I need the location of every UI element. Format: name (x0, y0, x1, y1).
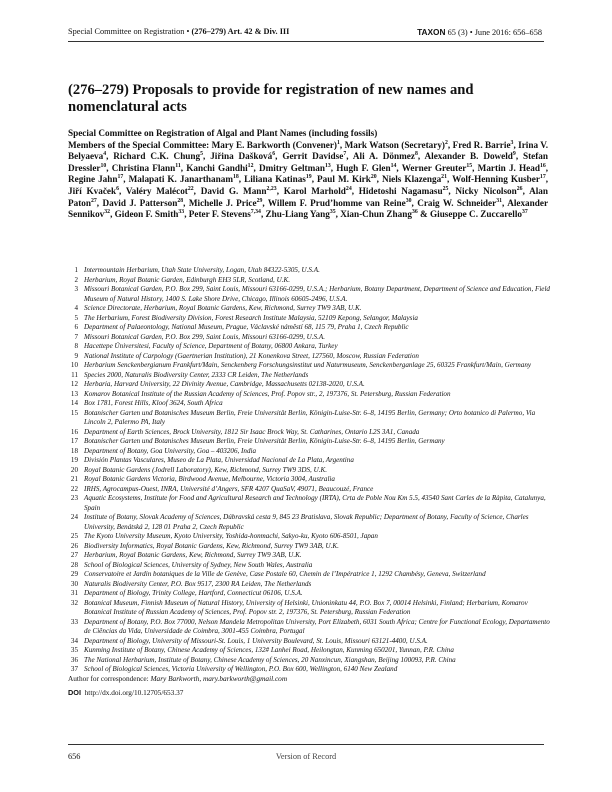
affiliation-text: Botanical Museum, Finnish Museum of Natural History, University of Helsinki, Unioninkatu 44, P.O. Box 7, 00014 Helsinki, Finland; Herbarium, Komarov Botanical Institute of Russian Academy of Sciences, Prof. Popov str. 2, 197376, St. Petersburg, Russian Federation (84, 598, 528, 616)
affiliation-number: 2 (74, 275, 78, 284)
affiliation-number: 26 (70, 541, 78, 550)
member: Martin J. Head$^{16}$, (477, 162, 549, 173)
member-name: Wolf-Henning Kusber (452, 174, 540, 185)
member-affiliation-ref: 7 (343, 151, 347, 158)
member: Gerrit Davidse$^7$, (282, 151, 353, 162)
affiliation-item (68, 475, 550, 485)
affiliation-item (68, 551, 550, 561)
member-name: Christina Flann (111, 162, 176, 173)
affiliation-item (68, 276, 550, 286)
member-name: Mary E. Barkworth (Convener) (211, 139, 337, 150)
member: Richard C.K. Chung$^5$, (113, 151, 211, 162)
member-affiliation-ref: 6 (272, 151, 276, 158)
running-header-right (417, 27, 542, 37)
affiliation-number: 1 (74, 266, 78, 274)
affiliation-text: Royal Botanic Gardens (Jodrell Laboratory), Kew, Richmond, Surrey TW9 3DS, U.K. (84, 465, 327, 474)
affiliation-text: Institute of Botany, Slovak Academy of Sciences, Dúbravská cesta 9, 845 23 Bratislava, Slovak Republic; Department of Botany, Faculty of Science, Charles University, Benátská 2, 128 01 Praha 2, Czech Republic (84, 513, 529, 531)
member: Alexander Sennikov$^{32}$, (68, 197, 549, 220)
affiliation-number: 37 (70, 665, 78, 673)
affiliation-item (68, 447, 550, 457)
affiliation-text: Department of Biology, Trinity College, Hartford, Connecticut 06106, U.S.A. (84, 589, 303, 597)
member-affiliation-ref: 17 (117, 174, 124, 181)
member-affiliation-ref: 32 (104, 209, 111, 216)
member-name: Alexander B. Doweld (424, 151, 513, 162)
affiliation-number: 15 (70, 408, 78, 417)
member-affiliation-ref: 36 (411, 209, 418, 216)
member: Karol Marhold$^{24}$, (283, 185, 359, 196)
member: Wolf-Henning Kusber$^{17}$, (452, 174, 549, 185)
affiliation-text: The National Herbarium, Institute of Botany, Chinese Academy of Sciences, 20 Nanxincun, Xiangshan, Beijing 100093, P.R. China (84, 655, 456, 664)
member: Valéry Malécot$^{22}$, (125, 185, 201, 196)
member-affiliation-ref: 3 (510, 139, 514, 146)
member-affiliation-ref: 26 (516, 185, 523, 192)
affiliation-number: 19 (70, 456, 78, 464)
member: Michelle J. Price$^{29}$, (188, 197, 268, 208)
member-affiliation-ref: 7,34 (250, 209, 261, 216)
affiliation-item (68, 380, 550, 390)
member: Peter F. Stevens$^{7,34}$, (188, 209, 266, 220)
member-name: Giuseppe C. Zuccarello (430, 209, 522, 220)
affiliation-number: 31 (70, 589, 78, 597)
affiliation-number: 14 (70, 399, 78, 407)
member-name: Irina V. Belyaeva (68, 139, 549, 162)
member: Jiří Kvaček$^6$, (68, 185, 126, 196)
page-number: 656 (68, 752, 81, 761)
affiliation-item (68, 323, 550, 333)
member: Ali A. Dönmez$^8$, (352, 151, 425, 162)
affiliation-text: Aquatic Ecosystems, Institute for Food and Agricultural Research and Technology (IRTA), Crta de Poble Nou Km 5.5, 43540 Sant Carles de la Ràpita, Catalunya, Spain (84, 494, 546, 512)
member-name: Mark Watson (Secretary) (344, 139, 445, 150)
member: Hugh F. Glen$^{14}$, (336, 162, 402, 173)
member-affiliation-ref: 16 (539, 162, 546, 169)
member-name: Dmitry Geltman (258, 162, 325, 173)
affiliation-text: Naturalis Biodiversity Center, P.O. Box 9517, 2300 RA Leiden, The Netherlands (84, 579, 312, 588)
affiliation-number: 34 (70, 636, 78, 645)
affiliation-number: 7 (74, 332, 78, 341)
affiliation-number: 11 (71, 370, 78, 379)
member: Werner Greuter$^{15}$, (401, 162, 478, 173)
affiliation-number: 35 (70, 646, 78, 654)
affiliation-number: 30 (70, 579, 78, 588)
member: Gideon F. Smith$^{33}$, (114, 209, 189, 220)
affiliation-item (68, 494, 550, 513)
member-affiliation-ref: 25 (442, 185, 449, 192)
affiliation-number: 20 (70, 465, 78, 474)
affiliation-item (68, 361, 550, 371)
member-name: Alan Paton (68, 185, 548, 208)
members-label: Members of the Special Committee: (68, 139, 210, 150)
member-name: Peter F. Stevens (188, 209, 251, 220)
member-name: Gideon F. Smith (114, 209, 179, 220)
affiliation-item (68, 561, 550, 571)
member: Kanchi Gandhi$^{12}$, (186, 162, 259, 173)
affiliation-item (68, 371, 550, 381)
affiliation-text: Royal Botanic Gardens Victoria, Birdwood Avenue, Melbourne, Victoria 3004, Australia (84, 475, 335, 483)
member-affiliation-ref: 12 (247, 162, 254, 169)
author-block (68, 128, 548, 221)
affiliation-number: 5 (74, 313, 78, 322)
member: Paul M. Kirk$^{20}$, (317, 174, 382, 185)
affiliation-number: 24 (70, 513, 78, 521)
affiliation-text: National Institute of Carpology (Gaertnerian Institution), 21 Konenkova Street, 127560, Moscow, Russian Federation (84, 351, 419, 360)
member: Fred R. Barrie$^3$, (452, 139, 519, 150)
member-affiliation-ref: 35 (329, 209, 336, 216)
affiliation-item (68, 399, 550, 409)
member-name: Gerrit Davidse (282, 151, 344, 162)
affiliation-number: 12 (70, 380, 78, 388)
member: Dmitry Geltman$^{13}$, (258, 162, 337, 173)
member: Alexander B. Doweld$^9$, (424, 151, 523, 162)
correspondence-contact[interactable]: Mary Barkworth, mary.barkworth@gmail.com (150, 674, 288, 683)
member-affiliation-ref: 15 (466, 162, 473, 169)
affiliation-number: 23 (70, 494, 78, 502)
affiliation-text: Herbarium Senckenbergianum Frankfurt/Main, Senckenberg Forschungsinstitut und Naturmuseum, Senckenberganlage 25, 60325 Frankfurt/Main, Germany (84, 361, 532, 369)
doi-label: DOI (68, 688, 81, 697)
member-affiliation-ref: 29 (256, 197, 263, 204)
affiliation-number: 21 (70, 475, 78, 483)
member-name: Stefan Dressler (68, 151, 549, 173)
running-header (68, 27, 542, 39)
member: Jiřina Dašková$^6$, (210, 151, 283, 162)
member: Nicky Nicolson$^{26}$, (455, 185, 530, 196)
member-affiliation-ref: 18 (232, 174, 239, 181)
affiliation-item (68, 646, 550, 656)
member-affiliation-ref: 20 (370, 174, 377, 181)
affiliation-number: 4 (74, 304, 78, 312)
affiliation-text: The Herbarium, Forest Biodiversity Division, Forest Research Institute Malaysia, 52109 Kepong, Selangor, Malaysia (84, 313, 418, 322)
affiliation-text: Conservatoire et Jardin botaniques de la Ville de Genève, Case Postale 60, Chemin de l’Impératrice 1, 1292 Chambésy, Geneva, Switzerland (84, 570, 486, 578)
affiliation-text: Biodiversity Informatics, Royal Botanic Gardens, Kew, Richmond, Surrey TW9 3AB, U.K. (84, 541, 339, 550)
member-name: Hidetoshi Nagamasu (358, 185, 443, 196)
affiliation-item (68, 437, 550, 447)
affiliation-text: Herbarium, Royal Botanic Garden, Edinburgh EH3 5LR, Scotland, U.K. (84, 275, 290, 284)
affiliation-text: Department of Palaeontology, National Museum, Prague, Václavské náměstí 68, 115 79, Praha 1, Czech Republic (84, 323, 409, 331)
footer-rule (68, 744, 544, 745)
affiliation-number: 22 (70, 484, 78, 493)
correspondence-label: Author for correspondence: (68, 674, 149, 683)
member-affiliation-ref: 4 (103, 151, 107, 158)
member-name: Craig W. Schneider (417, 197, 497, 208)
members (68, 140, 548, 220)
affiliation-text: Botanischer Garten und Botanisches Museum Berlin, Freie Universität Berlin, Königin-Luise-Str. 6–8, 14195 Berlin, Germany; Orto botanico di Palermo, Via Lincoln 2, Palermo PA, Italy (84, 408, 536, 426)
member-name: Paul M. Kirk (317, 174, 371, 185)
member: David G. Mann$^{2,23}$, (200, 185, 284, 196)
affiliation-item (68, 428, 550, 438)
affiliation-text: Hacettepe Üniversitesi, Faculty of Science, Department of Botany, 06800 Ankara, Turkey (84, 342, 338, 350)
affiliation-number: 6 (74, 323, 78, 331)
member: Liliana Katinas$^{19}$, (244, 174, 318, 185)
affiliation-number: 9 (74, 351, 78, 360)
affiliation-number: 3 (74, 285, 78, 293)
affiliation-item (68, 390, 550, 400)
member: Mark Watson (Secretary)$^2$, (344, 139, 453, 150)
affiliation-item (68, 580, 550, 590)
member: Stefan Dressler$^{10}$, (68, 151, 549, 173)
affiliation-number: 28 (70, 560, 78, 569)
affiliation-number: 8 (74, 342, 78, 350)
member-affiliation-ref: 27 (90, 197, 97, 204)
affiliation-text: Department of Botany, P.O. Box 77000, Nelson Mandela Metropolitan University, Port Elizabeth, 6031 South Africa; Centre for Functional Ecology, Departamento de Ciências da Vida, Universidade de Coimbra, 3001-455 Coimbra, Portugal (84, 617, 550, 635)
affiliation-text: The Kyoto University Museum, Kyoto University, Yoshida-honmachi, Sakyo-ku, Kyoto 606-8501, Japan (84, 532, 378, 540)
member: Alan Paton$^{27}$, (68, 185, 548, 208)
doi-line (68, 688, 183, 697)
issue-info: 65 (3) • June 2016: 656–658 (447, 28, 542, 37)
member-name: Niels Klazenga (381, 174, 442, 185)
affiliation-number: 36 (70, 655, 78, 664)
member-name: Xian-Chun Zhang (340, 209, 412, 220)
member-affiliation-ref: 31 (496, 197, 502, 204)
affiliation-item (68, 656, 550, 666)
article-title: (276–279) Proposals to provide for registration of new names and nomenclatural acts (68, 82, 474, 115)
affiliation-number: 33 (70, 617, 78, 626)
member-affiliation-ref: 8 (414, 151, 418, 158)
member-affiliation-ref: 2,23 (266, 185, 277, 192)
affiliation-text: School of Biological Sciences, Victoria University of Wellington, P.O. Box 600, Wellington, 6140 New Zealand (84, 665, 398, 673)
affiliation-item (68, 352, 550, 362)
affiliation-number: 27 (70, 551, 78, 559)
affiliation-text: Herbarium, Royal Botanic Gardens, Kew, Richmond, Surrey TW9 3AB, U.K. (84, 551, 302, 559)
member-name: Valéry Malécot (125, 185, 188, 196)
affiliation-text: Missouri Botanical Garden, P.O. Box 299, Saint Louis, Missouri 63166-0299, U.S.A. (84, 332, 325, 341)
member-affiliation-ref: 30 (405, 197, 412, 204)
member: Hidetoshi Nagamasu$^{25}$, (358, 185, 456, 196)
affiliation-text: School of Biological Sciences, University of Sydney, New South Wales, Australia (84, 560, 313, 569)
affiliation-text: Intermountain Herbarium, Utah State University, Logan, Utah 84322-5305, U.S.A. (84, 266, 320, 274)
affiliation-text: Herbaria, Harvard University, 22 Divinity Avenue, Cambridge, Massachusetts 02138-2020, U.S.A. (84, 380, 365, 388)
affiliation-text: Department of Biology, University of Missouri-St. Louis, 1 University Boulevard, St. Louis, Missouri 63121-4400, U.S.A. (84, 636, 428, 645)
member: Xian-Chun Zhang$^{36}$ & (340, 209, 430, 220)
member-affiliation-ref: 14 (390, 162, 397, 169)
member-name: Willem F. Prud’homme van Reine (267, 197, 406, 208)
affiliation-text: Science Directorate, Herbarium, Royal Botanic Gardens, Kew, Richmond, Surrey TW9 3AB, U.K. (84, 304, 362, 312)
member (430, 209, 528, 219)
member-name: Regine Jahn (68, 174, 118, 185)
member: Mary E. Barkworth (Convener)$^1$, (211, 139, 345, 150)
affiliation-text: Department of Earth Sciences, Brock University, 1812 Sir Isaac Brock Way, St. Catharines, Ontario L2S 3A1, Canada (84, 427, 420, 436)
affiliation-item (68, 532, 550, 542)
member: Irina V. Belyaeva$^4$, (68, 139, 549, 162)
member-name: Nicky Nicolson (455, 185, 517, 196)
member-affiliation-ref: 19 (305, 174, 312, 181)
affiliation-text: IRHS, Agrocampus-Ouest, INRA, Université d’Angers, SFR 4207 QuaSaV, 49071, Beaucouzé, France (84, 484, 374, 493)
article-numbers: (276–279) Art. 42 & Div. III (191, 27, 290, 36)
affiliation-number: 13 (70, 389, 78, 398)
journal-name: TAXON (417, 27, 446, 37)
member-affiliation-ref: 2 (444, 139, 448, 146)
member-affiliation-ref: 24 (345, 185, 352, 192)
affiliation-item (68, 285, 550, 304)
member: Willem F. Prud’homme van Reine$^{30}$, (267, 197, 418, 208)
member-name: Michelle J. Price (188, 197, 257, 208)
member-affiliation-ref: 6 (116, 185, 119, 192)
member-affiliation-ref: 11 (175, 162, 181, 169)
member-affiliation-ref: 28 (177, 197, 184, 204)
running-header-left (68, 27, 289, 36)
committee-name: Special Committee on Registration of Algal and Plant Names (including fossils) (68, 128, 378, 138)
affiliation-text: División Plantas Vasculares, Museo de La Plata, Universidad Nacional de La Plata, Argentina (84, 456, 354, 464)
member-name: Kanchi Gandhi (186, 162, 248, 173)
member-affiliation-ref: 21 (441, 174, 447, 181)
affiliation-item (68, 314, 550, 324)
member-affiliation-ref: 17 (539, 174, 546, 181)
member-affiliation-ref: 1 (336, 139, 340, 146)
member-affiliation-ref: 9 (512, 151, 516, 158)
affiliation-text: Box 1781, Forest Hills, Kloof 3624, South Africa (84, 399, 223, 407)
member-name: Zhu-Liang Yang (265, 209, 330, 220)
affiliation-item (68, 266, 550, 276)
member-affiliation-ref: 22 (187, 185, 194, 192)
member: Niels Klazenga$^{21}$, (381, 174, 453, 185)
member: Regine Jahn$^{17}$, (68, 174, 129, 185)
affiliation-item (68, 456, 550, 466)
affiliation-item (68, 542, 550, 552)
member-name: David J. Patterson (102, 197, 178, 208)
affiliation-text: Species 2000, Naturalis Biodiversity Center, 2333 CR Leiden, The Netherlands (84, 370, 309, 379)
affiliation-item (68, 513, 550, 532)
member-name: Jiří Kvaček (68, 185, 117, 196)
member-name: Ali A. Dönmez (352, 151, 415, 162)
member-affiliation-ref: 37 (521, 209, 528, 216)
affiliation-item (68, 618, 550, 637)
member-name: Richard C.K. Chung (113, 151, 201, 162)
page-footer (68, 752, 544, 764)
member-name: Liliana Katinas (244, 174, 306, 185)
affiliation-item (68, 599, 550, 618)
version-label: Version of Record (275, 752, 337, 761)
member-affiliation-ref: 5 (200, 151, 204, 158)
affiliation-text: Missouri Botanical Garden, P.O. Box 299, Saint Louis, Missouri 63166-0299, U.S.A.; Herbarium, Botany Department, Department of Science and Education, Field Museum of Natural History, 1400 S. Lake Shore Drive, Chicago, Illinois 60605-2496, U.S.A. (84, 285, 550, 303)
member: Craig W. Schneider$^{31}$, (417, 197, 508, 208)
affiliation-item (68, 637, 550, 647)
affiliation-number: 29 (70, 570, 78, 578)
affiliation-text: Komarov Botanical Institute of the Russian Academy of Sciences, Prof. Popov str., 2, 197376, St. Petersburg, Russian Federation (84, 389, 451, 398)
member-affiliation-ref: 10 (100, 162, 107, 169)
affiliation-text: Kunming Institute of Botany, Chinese Academy of Sciences, 132# Lanhei Road, Heilongtan, Kunming 650201, Yunnan, P.R. China (84, 646, 454, 654)
member-list (68, 140, 548, 221)
affiliation-item (68, 466, 550, 476)
affiliation-item (68, 304, 550, 314)
member-name: Malapati K. Janarthanam (128, 174, 233, 185)
affiliation-number: 32 (70, 598, 78, 607)
member-affiliation-ref: 13 (324, 162, 331, 169)
member: Malapati K. Janarthanam$^{18}$, (128, 174, 245, 185)
member: Zhu-Liang Yang$^{35}$, (265, 209, 341, 220)
member-name: Jiřina Dašková (210, 151, 273, 162)
member-name: Alexander Sennikov (68, 197, 549, 220)
affiliation-item (68, 333, 550, 343)
doi-link[interactable]: http://dx.doi.org/10.12705/653.37 (84, 688, 184, 697)
affiliation-item (68, 589, 550, 599)
affiliation-number: 17 (70, 437, 78, 445)
member-name: Karol Marhold (283, 185, 346, 196)
affiliation-item (68, 342, 550, 352)
affiliation-number: 25 (70, 532, 78, 540)
affiliation-number: 18 (70, 446, 78, 455)
member: Christina Flann$^{11}$, (111, 162, 187, 173)
affiliation-text: Department of Botany, Goa University, Goa – 403206, India (84, 446, 257, 455)
affiliation-item (68, 570, 550, 580)
correspondence (68, 674, 287, 683)
affiliation-text: Botanischer Garten und Botanisches Museum Berlin, Freie Universität Berlin, Königin-Luise-Str. 6–8, 14195 Berlin, Germany (84, 437, 445, 445)
journal-section: Special Committee on Registration • (68, 27, 190, 36)
affiliation-list (68, 266, 550, 675)
header-rule (68, 41, 544, 42)
member-name: David G. Mann (200, 185, 267, 196)
member-name: Fred R. Barrie (452, 139, 511, 150)
member: David J. Patterson$^{28}$, (102, 197, 189, 208)
affiliation-item (68, 485, 550, 495)
member-name: Martin J. Head (477, 162, 540, 173)
affiliation-number: 16 (70, 427, 78, 436)
affiliation-item (68, 409, 550, 428)
affiliation-number: 10 (70, 361, 78, 369)
member-name: Hugh F. Glen (336, 162, 391, 173)
member-affiliation-ref: 33 (178, 209, 185, 216)
member-name: Werner Greuter (401, 162, 467, 173)
